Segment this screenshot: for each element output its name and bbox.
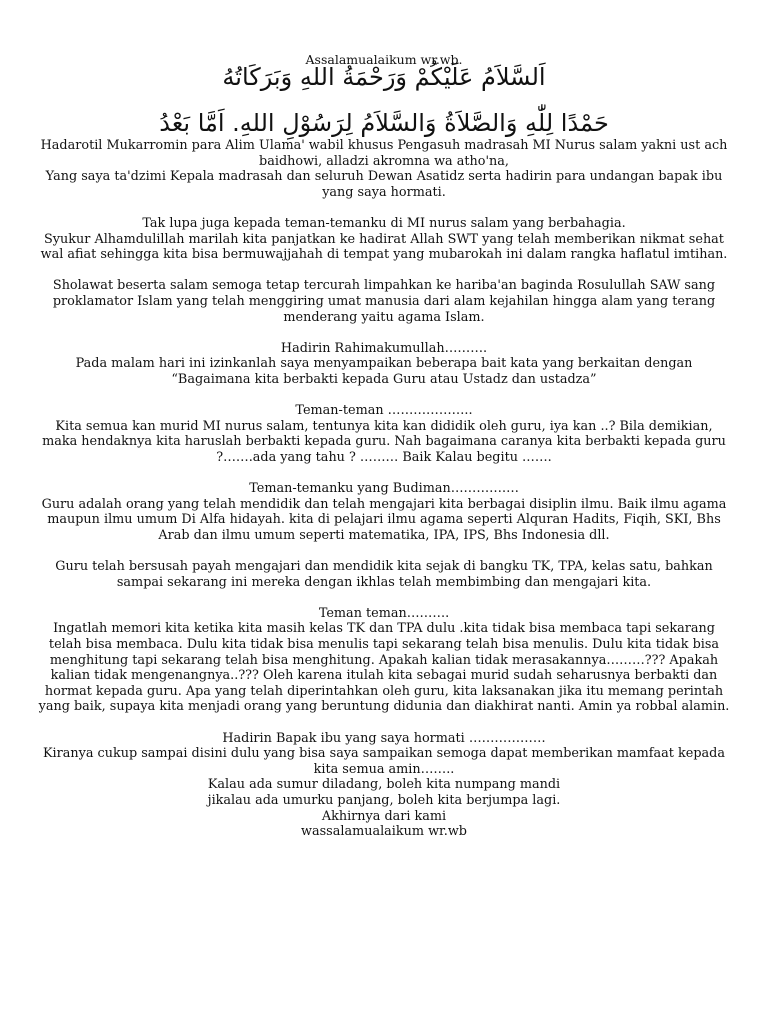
paragraph: Hadirin Rahimakumullah………. [280, 340, 488, 356]
blank-line [36, 325, 732, 341]
paragraph: Hadarotil Mukarromin para Alim Ulama' wabil khusus Pengasuh madrasah MI Nurus salam yakni ust ach baidhowi, alladzi akromna wa atho'na, [40, 138, 728, 169]
paragraph: Tak lupa juga kepada teman-temanku di MI nurus salam yang berbahagia. [142, 215, 626, 231]
paragraph: Ingatlah memori kita ketika kita masih kelas TK dan TPA dulu .kita tidak bisa membaca tapi sekarang telah bisa membaca. Dulu kita tidak bisa menulis tapi sekarang telah bisa menulis. Dulu kita tidak bisa menghitung tapi sekarang telah bisa menghitung. Apakah kalian tidak merasakannya………??? Apakah kalian tidak mengenangnya..??? Oleh karena itulah kita sebagai murid sudah seharusnya berbakti dan hormat kepada guru. Apa yang telah diperintahkan oleh guru, kita laksanakan jika itu memang perintah yang baik, supaya kita menjadi orang yang beruntung didunia dan diakhirat nanti. Amin ya robbal alamin. [38, 621, 730, 715]
paragraph: Teman-temanku yang Budiman……………. [249, 481, 519, 497]
blank-line [36, 263, 732, 279]
arabic-hamdalah: حَمْدًا لِلّٰهِ وَالصَّلاَةُ وَالسَّلاَمُ لِرَسُوْلِ اللهِ. اَمَّا بَعْدُ [159, 109, 609, 137]
paragraph: Akhirnya dari kami [321, 808, 447, 824]
speech-body [36, 138, 732, 840]
blank-line [36, 465, 732, 481]
paragraph: jikalau ada umurku panjang, boleh kita berjumpa lagi. [207, 792, 561, 808]
paragraph: Guru adalah orang yang telah mendidik dan telah mengajari kita berbagai disiplin ilmu. Baik ilmu agama maupun ilmu umum Di Alfa hidayah. kita di pelajari ilmu agama seperti Alquran Hadits, Fiqih, SKI, Bhs Arab dan ilmu umum seperti matematika, IPA, IPS, Bhs Indonesia dll. [41, 496, 727, 543]
paragraph: Sholawat beserta salam semoga tetap tercurah limpahkan ke hariba'an baginda Rosulullah SAW sang proklamator Islam yang telah menggiring umat manusia dari alam kejahilan hingga alam yang terang menderang yaitu agama Islam. [52, 278, 716, 325]
arabic-salam: اَلسَّلاَمُ عَلَيْكُمْ وَرَحْمَةُ اللهِ وَبَرَكَاتُهُ [222, 63, 546, 91]
paragraph: Kalau ada sumur diladang, boleh kita numpang mandi [207, 777, 561, 793]
paragraph: Hadirin Bapak ibu yang saya hormati ……………… [222, 730, 546, 746]
paragraph: Teman-teman ……………….. [295, 403, 473, 419]
paragraph: Kiranya cukup sampai disini dulu yang bisa saya sampaikan semoga dapat memberikan mamfaat kepada kita semua amin…….. [42, 746, 725, 777]
paragraph: wassalamualaikum wr.wb [301, 824, 467, 840]
paragraph: Yang saya ta'dzimi Kepala madrasah dan seluruh Dewan Asatidz serta hadirin para undangan bapak ibu yang saya hormati. [45, 169, 723, 200]
blank-line [36, 200, 732, 216]
paragraph: Syukur Alhamdulillah marilah kita panjatkan ke hadirat Allah SWT yang telah memberikan nikmat sehat wal afiat sehingga kita bisa bermuwajjahah di tempat yang mubarokah ini dalam rangka haflatul imtihan. [40, 231, 728, 263]
blank-line [36, 388, 732, 404]
paragraph: Guru telah bersusah payah mengajari dan mendidik kita sejak di bangku TK, TPA, kelas satu, bahkan sampai sekarang ini mereka dengan ikhlas telah membimbing dan mengajari kita. [55, 559, 713, 590]
paragraph: Pada malam hari ini izinkanlah saya menyampaikan beberapa bait kata yang berkaitan dengan “Bagaimana kita berbakti kepada Guru atau Ustadz dan ustadza” [75, 356, 693, 387]
blank-line [36, 543, 732, 559]
blank-line [36, 590, 732, 606]
blank-line [36, 715, 732, 731]
greeting-line: Assalamualaikum wr.wb. [305, 52, 463, 67]
paragraph: Teman teman………. [318, 605, 450, 621]
paragraph: Kita semua kan murid MI nurus salam, tentunya kita kan dididik oleh guru, iya kan ..? Bila demikian, maka hendaknya kita haruslah berbakti kepada guru. Nah bagaimana caranya kita berbakti kepada guru ?…….ada yang tahu ? ……… Baik Kalau begitu ……. [42, 418, 726, 465]
